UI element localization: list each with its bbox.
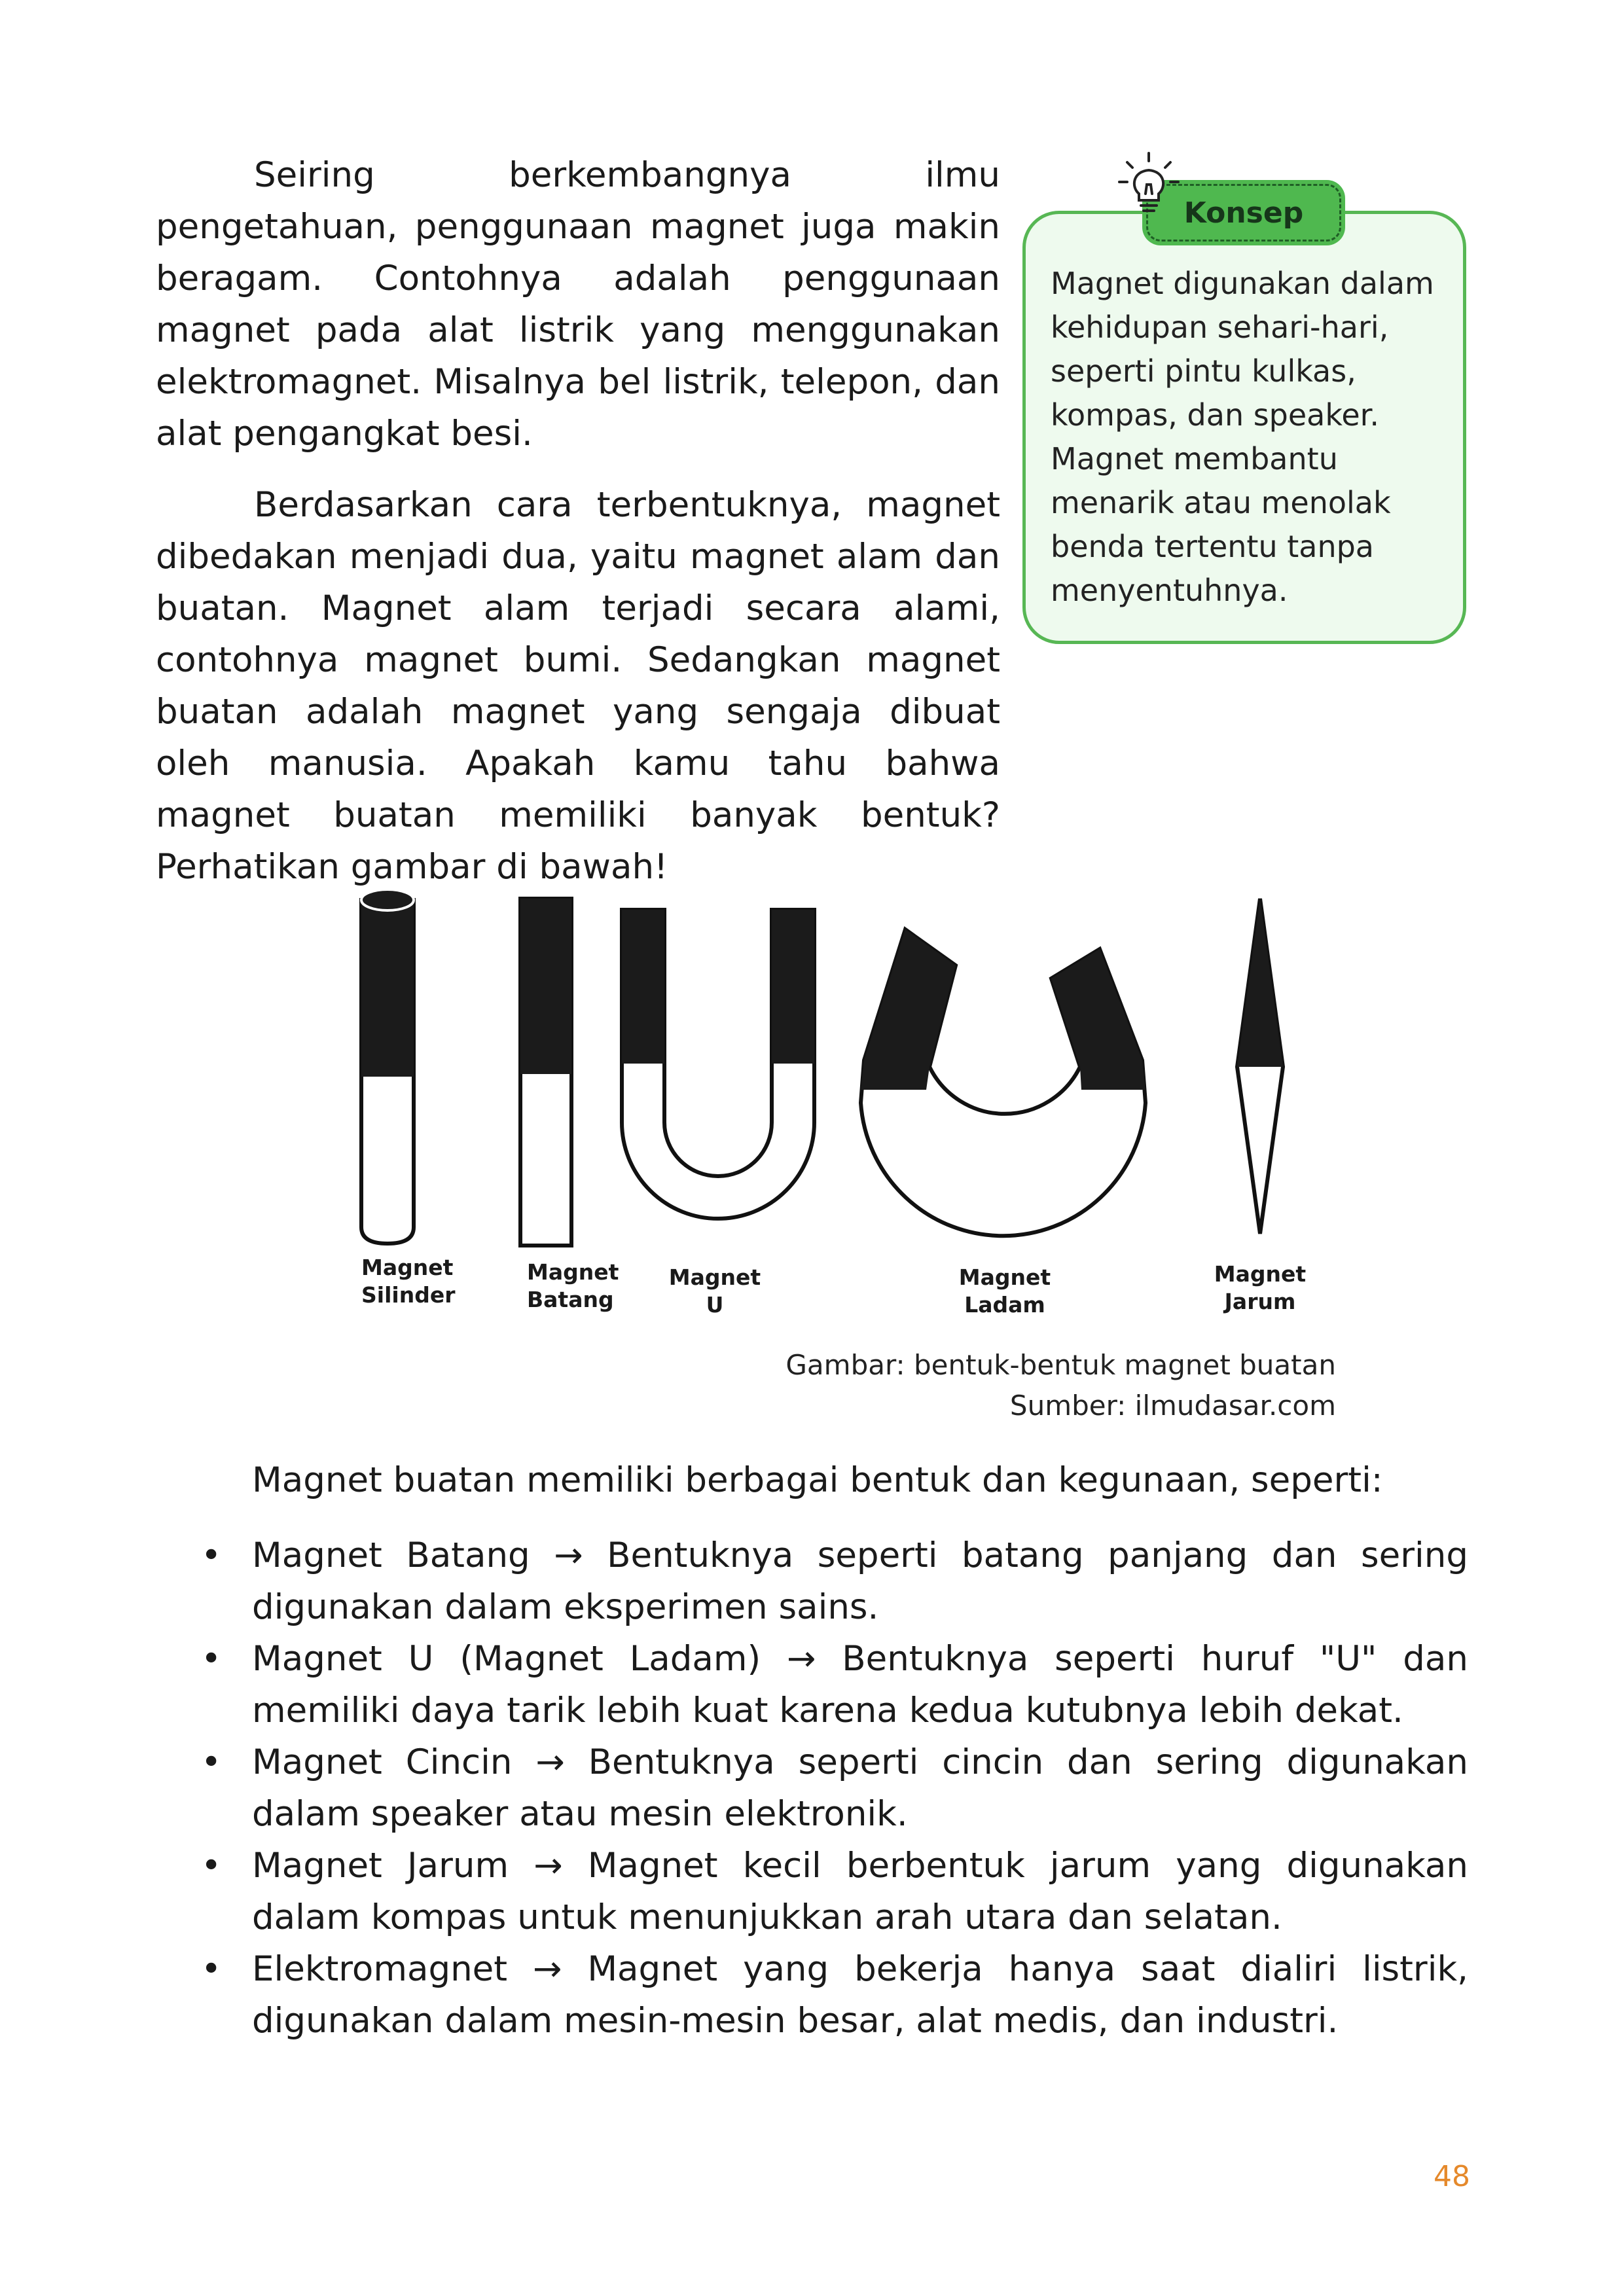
label-jarum-1: Magnet: [1214, 1261, 1307, 1287]
label-silinder-2: Silinder: [361, 1282, 456, 1308]
label-u-1: Magnet: [668, 1265, 761, 1290]
bullet-icon: •: [201, 1846, 222, 1886]
list-item: [201, 1736, 1468, 1840]
intro-text: [156, 149, 1000, 912]
list-item: [201, 1633, 1468, 1736]
list-item: [201, 1530, 1468, 1633]
label-ladam-2: Ladam: [964, 1292, 1045, 1318]
bullet-icon: •: [201, 1949, 222, 1989]
label-batang-2: Batang: [527, 1287, 614, 1312]
list-item-text: Magnet U (Magnet Ladam) → Bentuknya seperti huruf "U" dan memiliki daya tarik lebih kuat karena kedua kutubnya lebih dekat.: [252, 1639, 1468, 1731]
list-item: [201, 1943, 1468, 2047]
list-item-text: Elektromagnet → Magnet yang bekerja hanya saat dialiri listrik, digunakan dalam mesin-mesin besar, alat medis, dan industri.: [252, 1949, 1468, 2041]
list-item-text: Magnet Jarum → Magnet kecil berbentuk jarum yang digunakan dalam kompas untuk menunjukkan arah utara dan selatan.: [252, 1846, 1468, 1937]
page-number: 48: [1434, 2160, 1470, 2193]
bullet-icon: •: [201, 1742, 222, 1782]
bullet-icon: •: [201, 1535, 222, 1575]
magnet-ladam: [861, 929, 1146, 1236]
label-silinder-1: Magnet: [361, 1255, 454, 1280]
magnet-list: [201, 1530, 1468, 2047]
label-u-2: U: [706, 1292, 724, 1318]
figure-caption: [785, 1345, 1336, 1426]
magnet-jarum: [1237, 899, 1283, 1234]
list-item-text: Magnet Cincin → Bentuknya seperti cincin dan sering digunakan dalam speaker atau mesin elektronik.: [252, 1742, 1468, 1834]
lightbulb-icon: [1113, 148, 1185, 220]
list-item-text: Magnet Batang → Bentuknya seperti batang panjang dan sering digunakan dalam eksperimen sains.: [252, 1535, 1468, 1627]
bullet-icon: •: [201, 1639, 222, 1679]
caption-title: Gambar: bentuk-bentuk magnet buatan: [785, 1349, 1336, 1381]
list-lead: Magnet buatan memiliki berbagai bentuk dan kegunaan, seperti:: [252, 1460, 1383, 1500]
label-ladam-1: Magnet: [958, 1265, 1051, 1290]
intro-paragraph-2: Berdasarkan cara terbentuknya, magnet dibedakan menjadi dua, yaitu magnet alam dan buatan. Magnet alam terjadi secara alami, contohnya magnet bumi. Sedangkan magnet buatan adalah magnet yang sengaja dibuat oleh manusia. Apakah kamu tahu bahwa magnet buatan memiliki banyak bentuk? Perhatikan gambar di bawah!: [156, 485, 1000, 887]
label-jarum-2: Jarum: [1224, 1289, 1296, 1314]
concept-text: Magnet digunakan dalam kehidupan sehari-hari, seperti pintu kulkas, kompas, dan speaker. Magnet membantu menarik atau menolak benda tertentu tanpa menyentuhnya.: [1051, 266, 1434, 608]
intro-paragraph-1: Seiring berkembangnya ilmu pengetahuan, penggunaan magnet juga makin beragam. Contohnya adalah penggunaan magnet pada alat listrik yang menggunakan elektromagnet. Misalnya bel listrik, telepon, dan alat pengangkat besi.: [156, 155, 1000, 454]
label-batang-1: Magnet: [527, 1259, 619, 1285]
magnet-shapes-figure: [353, 880, 1348, 1325]
magnet-silinder: [361, 889, 414, 1244]
list-item: [201, 1840, 1468, 1943]
concept-title: Konsep: [1146, 184, 1341, 242]
magnet-u: [622, 910, 814, 1219]
caption-source: Sumber: ilmudasar.com: [1009, 1390, 1336, 1422]
magnet-batang: [520, 899, 571, 1246]
